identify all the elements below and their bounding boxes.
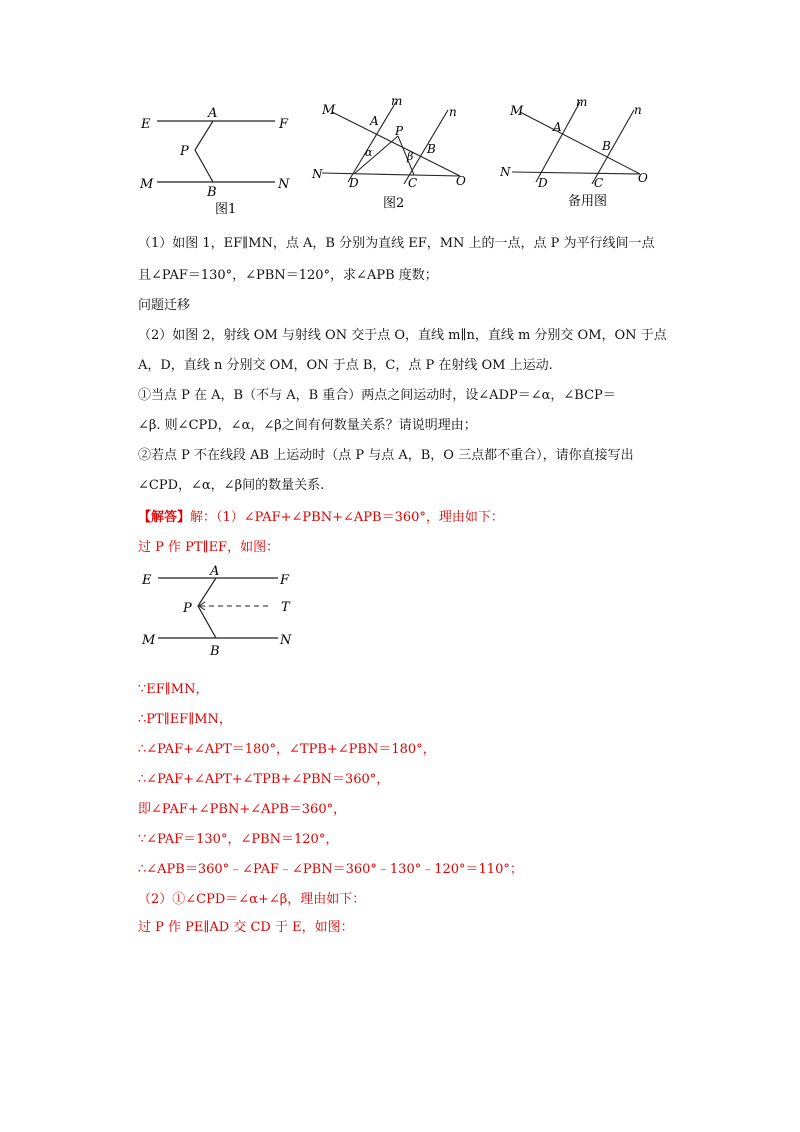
label-n: n	[449, 105, 457, 119]
label-D: D	[349, 176, 359, 190]
label-T: T	[281, 600, 290, 615]
label-m: m	[576, 95, 588, 109]
answer-step5: 即∠PAF+∠PBN+∠APB＝360°，	[138, 802, 347, 817]
label-beta: β	[407, 150, 414, 163]
label-P: P	[395, 124, 404, 138]
answer-header	[138, 508, 678, 528]
answer-step2: ∴PT∥EF∥MN，	[138, 712, 232, 727]
label-P: P	[183, 601, 192, 616]
label-P: P	[180, 144, 189, 159]
question1-line1: ①当点 P 在 A，B（不与 A，B 重合）两点之间运动时，设∠ADP＝∠α，∠BCP＝	[138, 388, 616, 403]
label-E: E	[142, 573, 152, 588]
answer-step6: ∵∠PAF＝130°，∠PBN＝120°，	[138, 832, 339, 847]
question1-line2: ∠β. 则∠CPD，∠α，∠β之间有何数量关系？请说明理由；	[138, 418, 477, 433]
answer-step9: 过 P 作 PE∥AD 交 CD 于 E，如图：	[138, 920, 354, 935]
label-B: B	[210, 644, 220, 659]
label-B: B	[207, 185, 217, 200]
answer-step7: ∴∠APB＝360°﹣∠PAF﹣∠PBN＝360°﹣130°﹣120°＝110°；	[138, 862, 523, 877]
label-A: A	[210, 564, 220, 579]
label-m: m	[391, 94, 403, 108]
question2-line2: ∠CPD，∠α，∠β间的数量关系.	[138, 478, 325, 493]
label-A: A	[208, 106, 218, 121]
label-M: M	[510, 104, 524, 119]
label-F: F	[280, 573, 290, 588]
label-F: F	[279, 117, 289, 132]
figure-1-diagram	[135, 100, 295, 220]
answer-step4: ∴∠PAF+∠APT+∠TPB+∠PBN＝360°，	[138, 772, 390, 787]
problem-part1-line2: 且∠PAF＝130°，∠PBN＝120°，求∠APB 度数；	[138, 268, 438, 283]
figure-2	[310, 92, 480, 220]
label-C: C	[408, 176, 418, 190]
answer-line1: 过 P 作 PT∥EF，如图：	[138, 540, 280, 555]
label-N: N	[312, 167, 323, 181]
problem-part2-line2: A，D，直线 n 分别交 OM，ON 于点 B，C，点 P 在射线 OM 上运动.	[138, 358, 553, 373]
label-O: O	[456, 174, 466, 188]
figure-4	[138, 562, 298, 662]
problem-part1-line1: （1）如图 1，EF∥MN，点 A，B 分别为直线 EF，MN 上的一点，点 P 为平行线间一点	[138, 236, 655, 251]
figure-1-caption: 图1	[215, 202, 237, 217]
question2-line1: ②若点 P 不在线段 AB 上运动时（点 P 与点 A，B，O 三点都不重合），请你直接写出	[138, 448, 634, 463]
label-D: D	[538, 176, 548, 190]
figure-2-caption: 图2	[383, 196, 405, 211]
figure-3	[498, 94, 668, 220]
figure-4-diagram	[138, 562, 298, 662]
label-N: N	[500, 165, 511, 179]
answer-step3: ∴∠PAF+∠APT＝180°，∠TPB+∠PBN＝180°，	[138, 742, 436, 757]
figure-3-diagram	[498, 94, 668, 220]
figure-1	[135, 100, 295, 220]
label-C: C	[594, 176, 604, 190]
section-title: 问题迁移	[138, 298, 191, 313]
figure-2-diagram	[310, 92, 480, 220]
answer-head: 解：（1）∠PAF+∠PBN+∠APB＝360°，理由如下：	[190, 510, 504, 525]
label-E: E	[141, 117, 151, 132]
label-M: M	[322, 103, 336, 118]
label-B: B	[427, 142, 436, 156]
label-A: A	[370, 114, 379, 128]
label-A: A	[553, 120, 562, 134]
label-O: O	[638, 171, 648, 185]
label-M: M	[142, 633, 156, 648]
answer-step8: （2）①∠CPD＝∠α+∠β，理由如下：	[138, 892, 366, 907]
figure-3-caption: 备用图	[568, 194, 608, 209]
label-N: N	[278, 177, 290, 192]
label-alpha: α	[365, 146, 373, 159]
label-M: M	[140, 177, 154, 192]
answer-tag: 【解答】	[138, 510, 191, 525]
label-N: N	[280, 633, 292, 648]
label-B: B	[602, 139, 611, 153]
answer-step1: ∵EF∥MN，	[138, 682, 209, 697]
problem-part2-line1: （2）如图 2，射线 OM 与射线 ON 交于点 O，直线 m∥n，直线 m 分别交 OM，ON 于点	[138, 328, 667, 343]
label-n: n	[634, 103, 642, 117]
